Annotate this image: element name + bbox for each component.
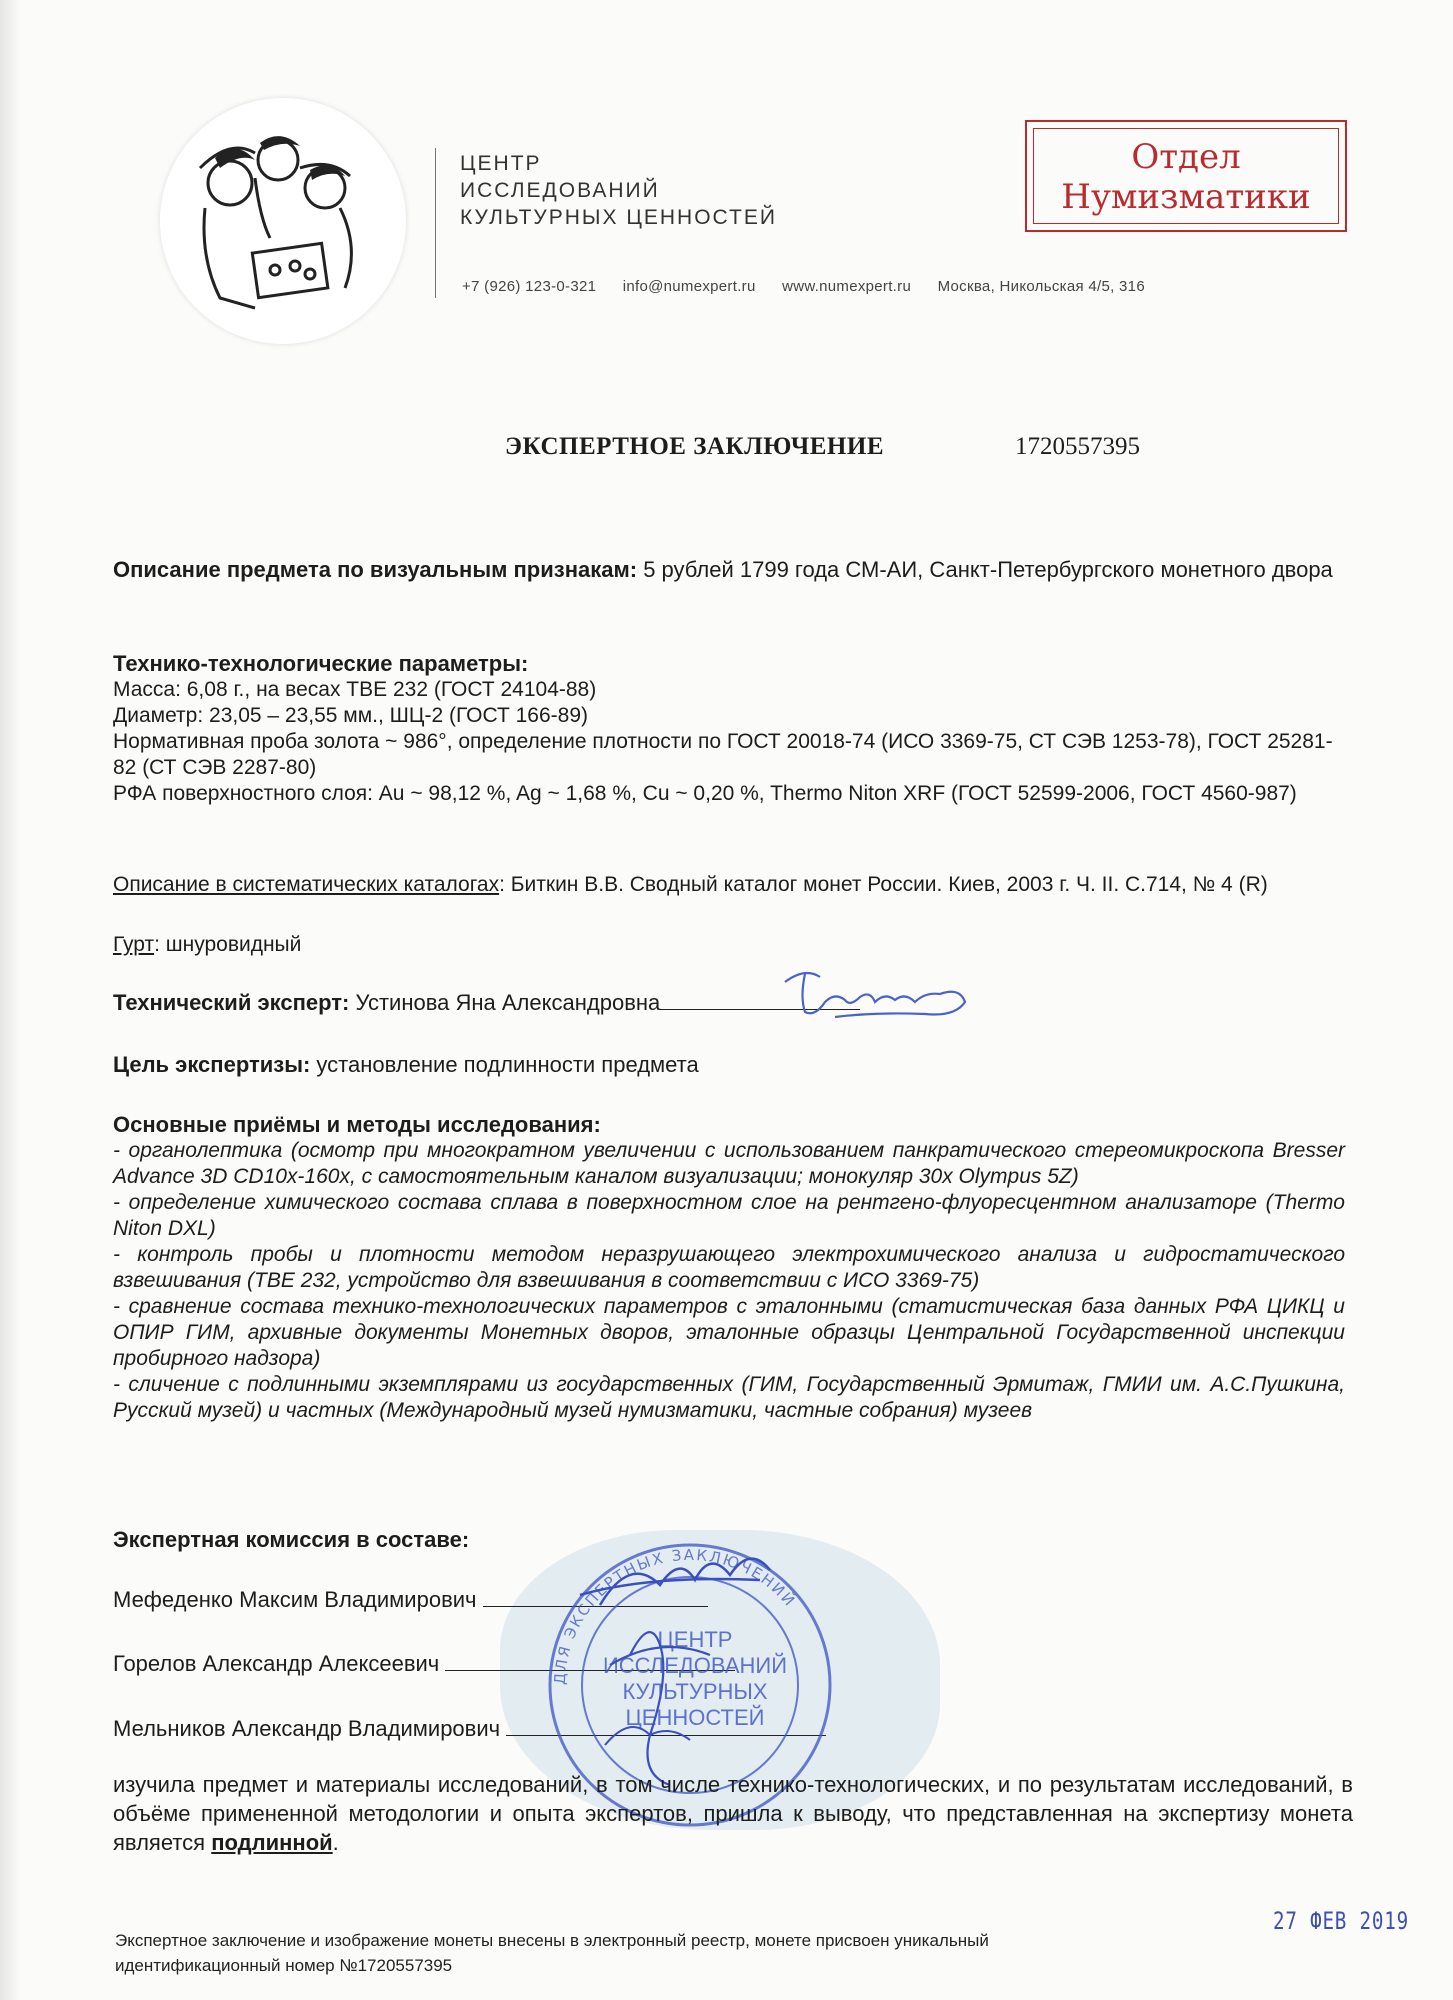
logo: [160, 98, 406, 344]
tech-line: Диаметр: 23,05 – 23,55 мм., ШЦ-2 (ГОСТ 166-89): [113, 704, 589, 727]
conclusion-text: изучила предмет и материалы исследований, в том числе технико-технологических, и по результатам исследований, в объёме примененной методологии и опыта экспертов, пришла к выводу, что представленная на экспертизу монета является: [113, 1772, 1353, 1855]
org-line-3: КУЛЬТУРНЫХ ЦЕННОСТЕЙ: [460, 206, 777, 229]
method-item: - сличение с подлинными экземплярами из государственных (ГИМ, Государственный Эрмитаж, ГМИИ им. А.С.Пушкина, Русский музей) и частных (Международный музей нумизматики, частные собрания) музеев: [113, 1373, 1345, 1422]
visual-label: Описание предмета по визуальным признакам:: [113, 557, 638, 582]
email: info@numexpert.ru: [622, 278, 756, 295]
visual-description: [113, 555, 1345, 584]
contacts-bar: [462, 278, 1167, 295]
dept-line-1: Отдел: [1131, 137, 1241, 177]
member-name: Горелов Александр Алексеевич: [113, 1651, 440, 1676]
footer-line-2: идентификационный номер №1720557395: [115, 1956, 453, 1975]
method-item: - органолептика (осмотр при многократном увеличении с использованием панкратического стереомикроскопа Bresser Advance 3D CD10x-160x, с самостоятельным каналом визуализации; монокуляр 30x Olympus 5Z): [113, 1139, 1345, 1188]
visual-value: 5 рублей 1799 года СМ-АИ, Санкт-Петербургского монетного двора: [637, 557, 1333, 582]
member-name: Мельников Александр Владимирович: [113, 1716, 501, 1741]
stamp-line-1: ЦЕНТР: [657, 1627, 733, 1652]
expert-name: Устинова Яна Александровна: [349, 990, 661, 1015]
tech-heading: Технико-технологические параметры:: [113, 651, 529, 676]
methods-heading: Основные приёмы и методы исследования:: [113, 1112, 601, 1137]
footer-line-1: Экспертное заключение и изображение монеты внесены в электронный реестр, монете присвоен уникальный: [115, 1931, 989, 1950]
tech-line: Нормативная проба золота ~ 986°, определение плотности по ГОСТ 20018-74 (ИСО 3369-75, СТ СЭВ 1253-78), ГОСТ 25281-82 (СТ СЭВ 2287-80): [113, 730, 1333, 779]
method-item: - определение химического состава сплава в поверхностном слое на рентгено-флуоресцентном анализаторе (Thermo Niton DXL): [113, 1191, 1345, 1240]
purpose-value: установление подлинности предмета: [310, 1052, 699, 1077]
catalog-value: : Биткин В.В. Сводный каталог монет России. Киев, 2003 г. Ч. II. С.714, № 4 (R): [499, 873, 1268, 896]
dept-line-2: Нумизматики: [1061, 177, 1311, 217]
methods-section: [113, 1112, 1345, 1424]
logo-illustration-icon: [160, 98, 406, 344]
organization-name: [460, 150, 777, 231]
expert-label: Технический эксперт:: [113, 990, 350, 1015]
conclusion: [113, 1770, 1353, 1857]
date-stamp: 27 ФЕВ 2019: [1273, 1907, 1409, 1935]
member-name: Мефеденко Максим Владимирович: [113, 1587, 477, 1612]
stamp-line-2: ИССЛЕДОВАНИЙ: [602, 1653, 788, 1678]
tech-params: [113, 651, 1345, 807]
department-badge: [1025, 120, 1347, 232]
scan-edge: [0, 0, 20, 2000]
catalog-section: [113, 872, 1345, 898]
org-line-2: ИССЛЕДОВАНИЙ: [460, 179, 660, 202]
document-number: 1720557395: [1015, 433, 1140, 460]
tech-line: РФА поверхностного слоя: Au ~ 98,12 %, Ag ~ 1,68 %, Cu ~ 0,20 %, Thermo Niton XRF (ГОСТ 52599-2006, ГОСТ 4560-987): [113, 782, 1297, 805]
gurt-label: Гурт: [113, 933, 155, 956]
footer-note: [115, 1928, 989, 1978]
catalog-label: Описание в систематических каталогах: [113, 873, 500, 896]
gurt-row: [113, 932, 1345, 958]
method-item: - контроль пробы и плотности методом неразрушающего электрохимического анализа и гидростатического взвешивания (TBE 232, устройство для взвешивания в соответствии с ИСО 3369-75): [113, 1243, 1345, 1292]
stamp-ring-text: ДЛЯ ЭКСПЕРТНЫХ ЗАКЛЮЧЕНИЙ: [550, 1545, 800, 1686]
stamp-line-4: ЦЕННОСТЕЙ: [625, 1705, 765, 1730]
expert-signature-icon: [775, 962, 985, 1022]
purpose-row: [113, 1052, 1345, 1078]
conclusion-verdict: подлинной: [211, 1830, 333, 1855]
gurt-value: : шнуровидный: [154, 933, 302, 956]
method-item: - сравнение состава технико-технологических параметров с эталонными (статистическая база данных РФА ЦИКЦ и ОПИР ГИМ, архивные документы Монетных дворов, эталонные образцы Центральной Государственной инспекции пробирного надзора): [113, 1295, 1345, 1370]
document-title: ЭКСПЕРТНОЕ ЗАКЛЮЧЕНИЕ: [505, 433, 884, 460]
tech-line: Масса: 6,08 г., на весах TBE 232 (ГОСТ 24104-88): [113, 678, 597, 701]
website: www.numexpert.ru: [782, 278, 912, 295]
purpose-label: Цель экспертизы:: [113, 1052, 311, 1077]
expert-row: [113, 990, 1345, 1016]
address: Москва, Никольская 4/5, 316: [937, 278, 1145, 295]
header-divider: [435, 148, 436, 298]
commission-heading-text: Экспертная комиссия в составе:: [113, 1527, 470, 1552]
stamp-line-3: КУЛЬТУРНЫХ: [622, 1679, 768, 1704]
phone: +7 (926) 123-0-321: [462, 278, 597, 295]
org-line-1: ЦЕНТР: [460, 152, 542, 175]
conclusion-end: .: [332, 1830, 339, 1855]
